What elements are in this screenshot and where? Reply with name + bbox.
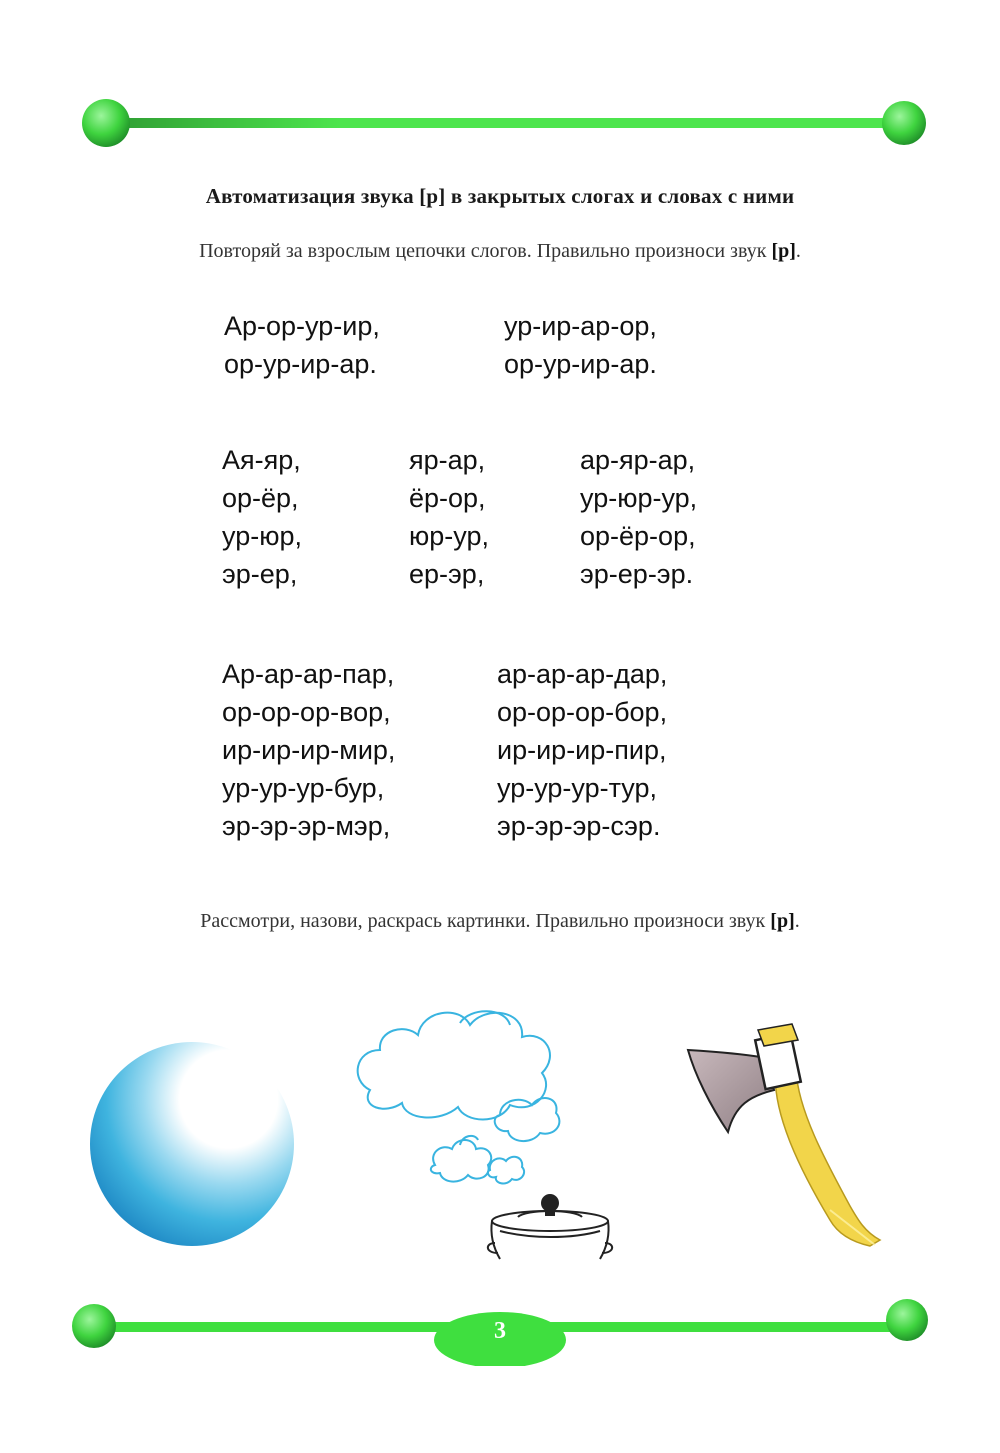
syllable-line: ор-ёр-ор,: [580, 521, 696, 551]
syllable-line: Ая-яр,: [222, 445, 301, 475]
syllable-line: юр-ур,: [409, 521, 489, 551]
page-title: Автоматизация звука [р] в закрытых слогах и словах с ними: [205, 184, 795, 208]
steam-pot-picture: [350, 995, 640, 1270]
syllable-line: эр-ер,: [222, 559, 298, 589]
syllable-column: [224, 307, 380, 383]
syllable-line: ур-юр,: [222, 521, 302, 551]
syllable-line: ир-ир-ир-мир,: [222, 735, 396, 765]
instruction-pictures: Рассмотри, назови, раскрась картинки. Правильно произноси звук [р].: [200, 910, 800, 932]
sound-label: [р]: [770, 910, 795, 932]
syllable-line: ор-ор-ор-бор,: [497, 697, 668, 727]
syllable-line: ор-ор-ор-вор,: [222, 697, 391, 727]
syllable-line: Ар-ар-ар-пар,: [222, 659, 395, 689]
syllable-line: эр-эр-эр-мэр,: [222, 811, 391, 841]
syllable-line: ар-ар-ар-дар,: [497, 659, 668, 689]
syllable-line: Ар-ор-ур-ир,: [224, 311, 380, 341]
syllable-column: [504, 307, 657, 383]
syllable-line: ор-ур-ир-ар.: [224, 349, 377, 379]
syllable-line: ир-ир-ир-пир,: [497, 735, 667, 765]
ball-picture: [84, 1036, 304, 1261]
syllable-line: ур-ир-ар-ор,: [504, 311, 657, 341]
syllable-line: ар-яр-ар,: [580, 445, 696, 475]
syllable-line: ор-ур-ир-ар.: [504, 349, 657, 379]
axe-picture: [680, 1010, 900, 1265]
sound-label: [р]: [771, 240, 796, 262]
syllable-line: эр-ер-эр.: [580, 559, 694, 589]
page-number: 3: [494, 1318, 506, 1344]
syllable-line: ур-юр-ур,: [580, 483, 698, 513]
syllable-line: ор-ёр,: [222, 483, 299, 513]
instruction-syllables: Повторяй за взрослым цепочки слогов. Правильно произноси звук [р].: [199, 240, 801, 262]
syllable-line: ур-ур-ур-тур,: [497, 773, 657, 803]
syllable-column: [409, 441, 489, 593]
syllable-line: яр-ар,: [409, 445, 486, 475]
syllable-line: ур-ур-ур-бур,: [222, 773, 385, 803]
instruction-text: Рассмотри, назови, раскрась картинки. Правильно произноси звук: [200, 910, 766, 932]
instruction-text: Повторяй за взрослым цепочки слогов. Правильно произноси звук: [199, 240, 767, 262]
top-decorative-bar: [0, 96, 1000, 156]
syllable-column: [222, 441, 302, 593]
syllable-column: [580, 441, 697, 593]
syllable-line: ёр-ор,: [409, 483, 486, 513]
syllable-column: [222, 655, 395, 845]
syllable-line: эр-эр-эр-сэр.: [497, 811, 661, 841]
syllable-line: ер-эр,: [409, 559, 485, 589]
syllable-column: [497, 655, 667, 845]
